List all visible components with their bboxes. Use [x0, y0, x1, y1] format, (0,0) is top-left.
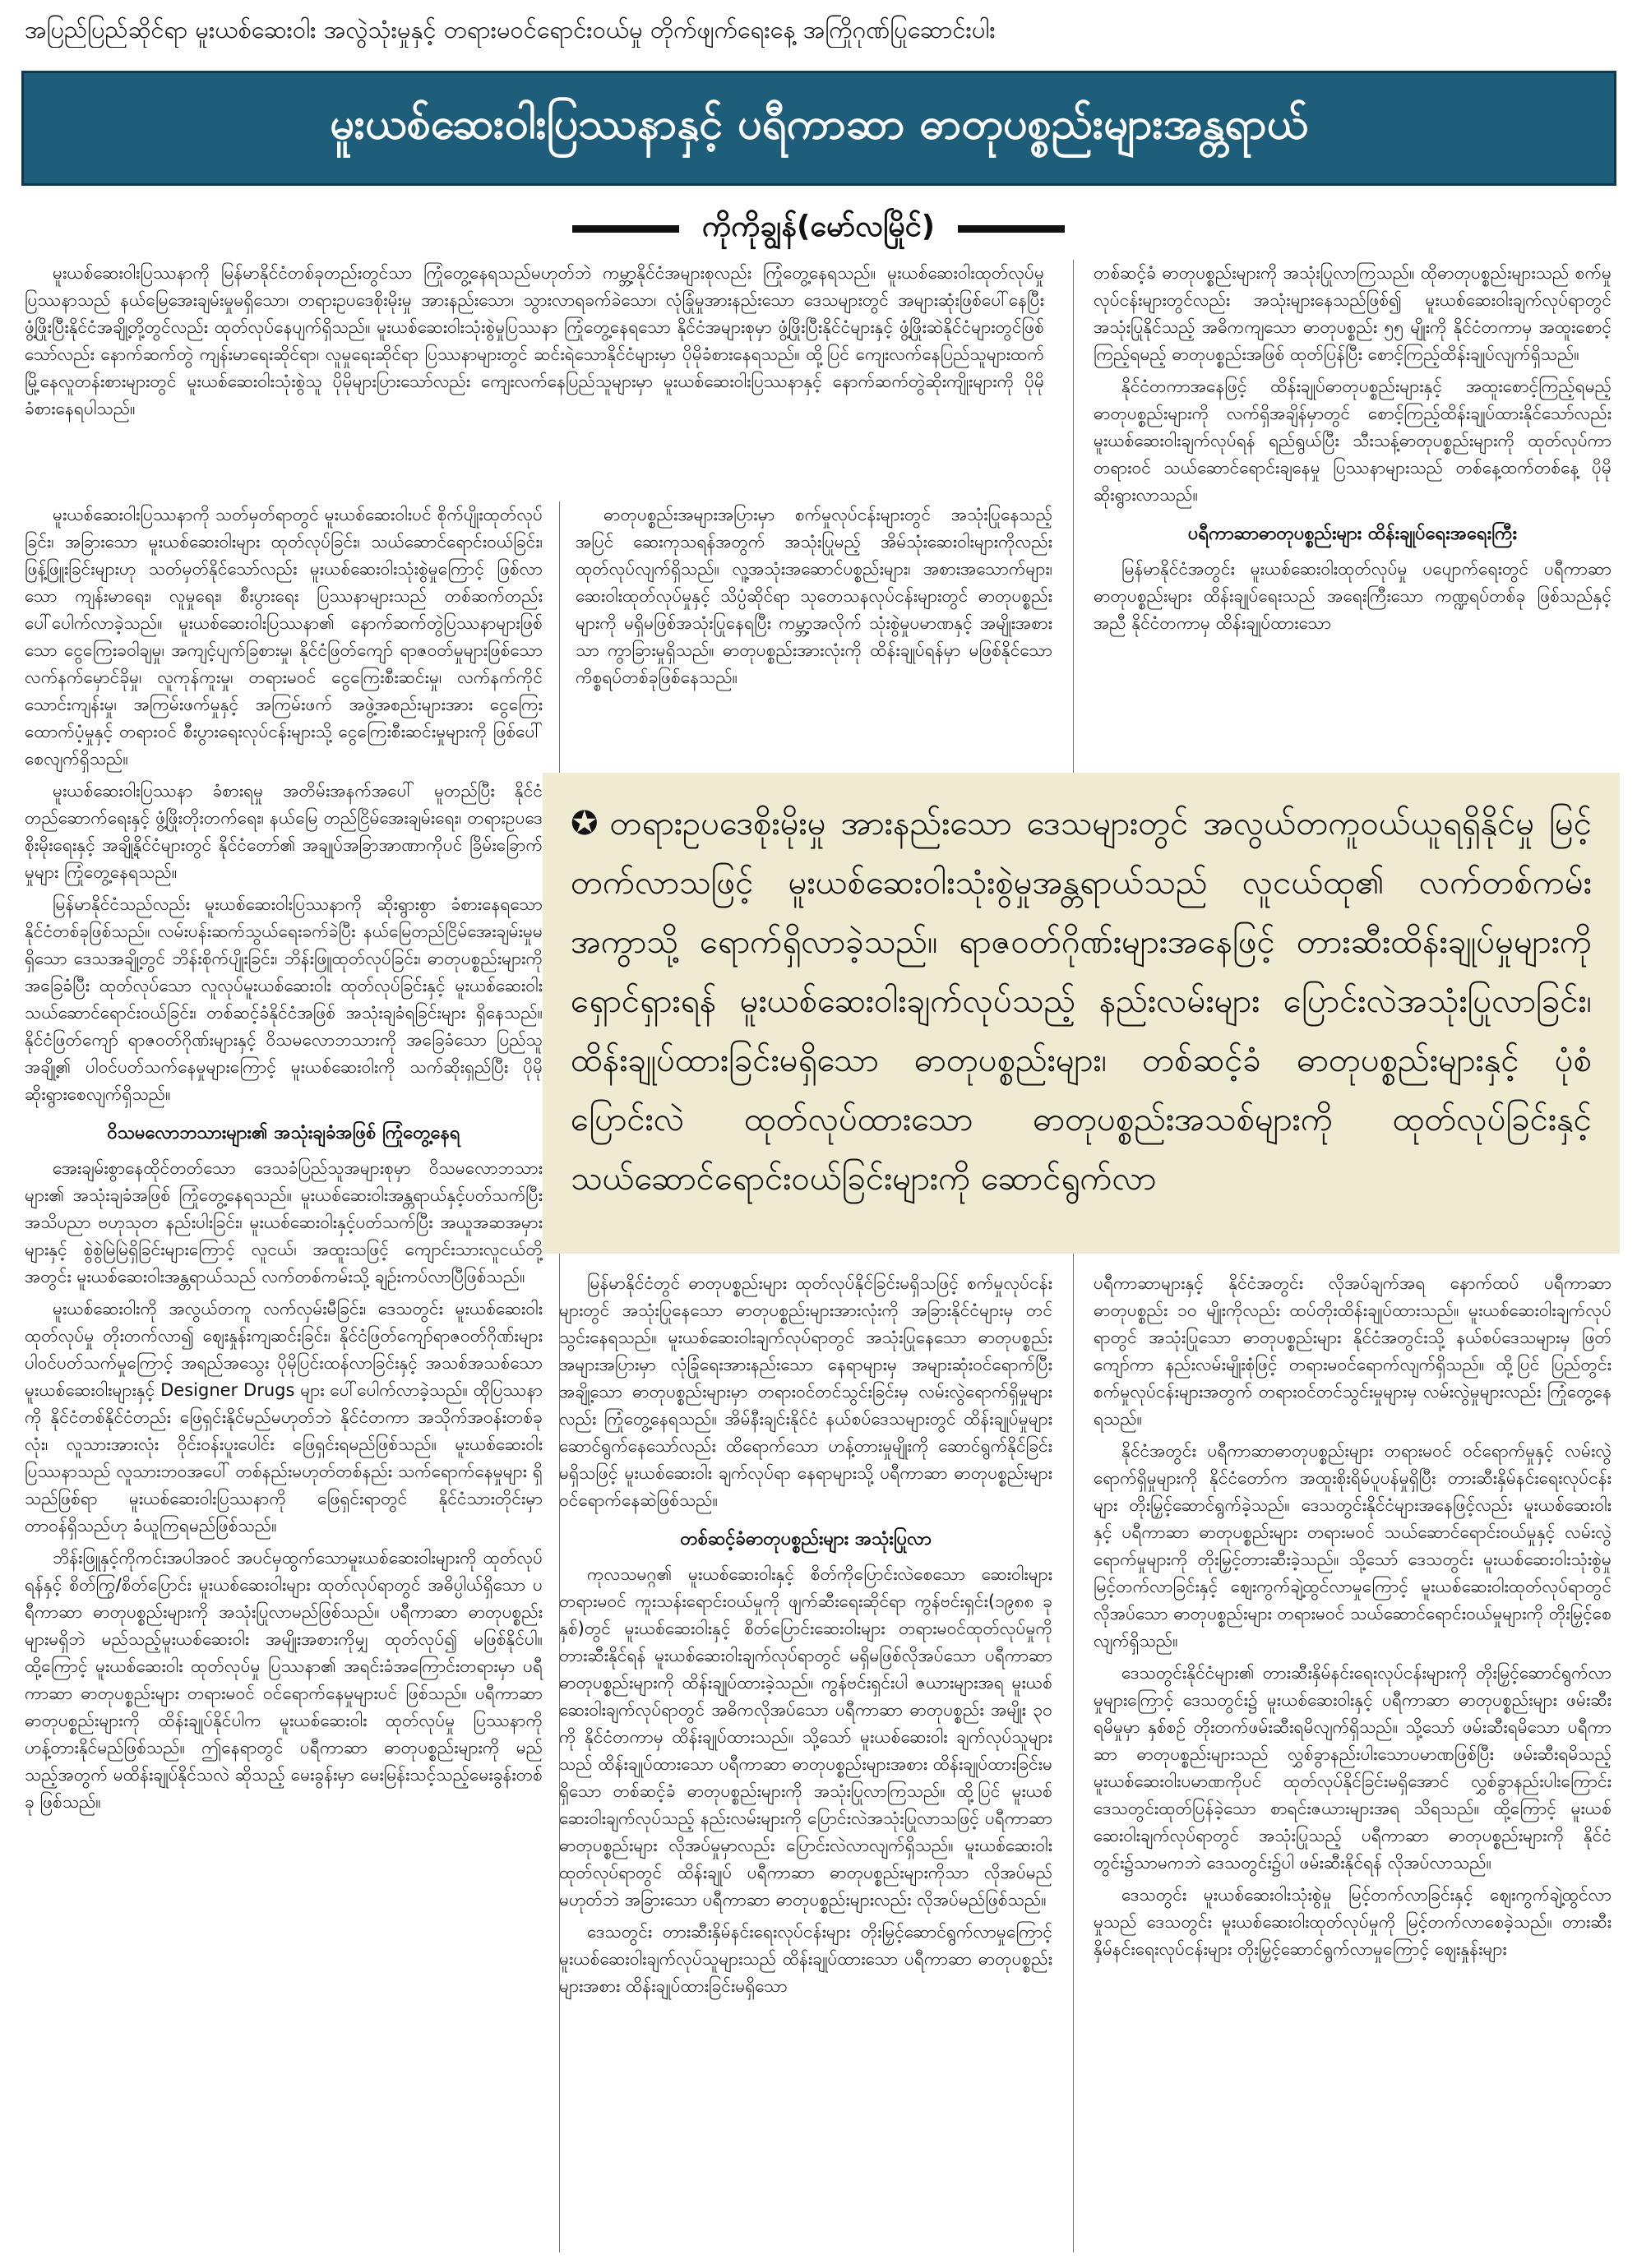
- headline-banner: [21, 71, 1616, 186]
- author-name: ကိုကိုချွန်(မော်လမြိုင်): [701, 210, 936, 243]
- column-2-bottom: [559, 1270, 1052, 2005]
- col3b-paragraph-4: ဒေသတွင်း မူးယစ်ဆေးဝါးသုံးစွဲမှု မြင့်တက်လာခြင်းနှင့် ဈေးကွက်ချဲ့ထွင်လာမှုသည် ဒေသတွင်း မူးယစ်ဆေးဝါးထုတ်လုပ်မှုကို မြင့်တက်လာစေခဲ့သည်။ တားဆီးနှိမ်နင်းရေးလုပ်ငန်းများ တိုးမြှင့်ဆောင်ရွက်လာမှုကြောင့် ဈေးနှုန်းများ: [1094, 1885, 1612, 1959]
- col2b-paragraph-2: ကုလသမဂ္ဂ၏ မူးယစ်ဆေးဝါးနှင့် စိတ်ကိုပြောင်းလဲစေသော ဆေးဝါးများ တရားမဝင် ကူးသန်းရောင်းဝယ်မှုကို ဖျက်ဆီးရေးဆိုင်ရာ ကွန်ဗင်းရှင်း(၁၉၈၈ ခုနှစ်)တွင် မူးယစ်ဆေးဝါးနှင့် စိတ်ပြောင်းဆေးဝါးများ တရားမဝင်ထုတ်လုပ်မှုကို တားဆီးနိုင်ရန် မူးယစ်ဆေးဝါးချက်လုပ်ရာတွင် မရှိမဖြစ်လိုအပ်သော ပရီကာဆာဓာတုပစ္စည်းများကို ထိန်းချုပ်ထားခဲ့သည်။ ကွန်ဗင်းရှင်းပါ ဇယားများအရ မူးယစ်ဆေးဝါးချက်လုပ်ရာတွင် အဓိကလိုအပ်သော ပရီကာဆာ ဓာတုပစ္စည်း အမျိုး ၃၀ ကို နိုင်ငံတကာမှ ထိန်းချုပ်ထားသည်။ သို့သော် မူးယစ်ဆေးဝါး ချက်လုပ်သူများသည် ထိန်းချုပ်ထားသော ပရီကာဆာ ဓာတုပစ္စည်းများအစား ထိန်းချုပ်ထားခြင်းမရှိသော တစ်ဆင့်ခံ ဓာတုပစ္စည်းများကို အသုံးပြုလာကြသည်။ ထို့ပြင် မူးယစ်ဆေးဝါးချက်လုပ်သည့် နည်းလမ်းများကို ပြောင်းလဲအသုံးပြုလာသဖြင့် ပရီကာဆာဓာတုပစ္စည်းများ လိုအပ်မှုမှာလည်း ပြောင်းလဲလာလျက်ရှိသည်။ မူးယစ်ဆေးဝါးထုတ်လုပ်ရာတွင် ထိန်းချုပ် ပရီကာဆာ ဓာတုပစ္စည်းများကိုသာ လိုအပ်မည်မဟုတ်ဘဲ အခြားသော ပရီကာဆာ ဓာတုပစ္စည်းများလည်း လိုအပ်မည်ဖြစ်သည်။: [559, 1564, 1052, 1910]
- col3-paragraph-1: တစ်ဆင့်ခံ ဓာတုပစ္စည်းများကို အသုံးပြုလာကြသည်။ ထိုဓာတုပစ္စည်းများသည် စက်မှုလုပ်ငန်းများတွင်လည်း အသုံးများနေသည်ဖြစ်၍ မူးယစ်ဆေးဝါးချက်လုပ်ရာတွင် အသုံးပြုနိုင်သည့် အဓိကကျသော ဓာတုပစ္စည်း ၅၅ မျိုးကို နိုင်ငံတကာမှ အထူးစောင့်ကြည့်ရမည့် ဓာတုပစ္စည်းအဖြစ် ထုတ်ပြန်ပြီး စောင့်ကြည့်ထိန်းချုပ်လျက်ရှိသည်။: [1094, 263, 1612, 364]
- byline-left-rule: [572, 225, 679, 233]
- col1-subheading: ဝိသမလောဘသားများ၏ အသုံးချခံအဖြစ် ကြုံတွေ့နေရ: [107, 1123, 460, 1143]
- col3b-paragraph-1: ပရီကာဆာများနှင့် နိုင်ငံအတွင်း လိုအပ်ချက်အရ နောက်ထပ် ပရီကာဆာ ဓာတုပစ္စည်း ၁၀ မျိုးကိုလည်း ထပ်တိုးထိန်းချုပ်ထားသည်။ မူးယစ်ဆေးဝါးချက်လုပ်ရာတွင် အသုံးပြုသော ဓာတုပစ္စည်းများ နိုင်ငံအတွင်းသို့ နယ်စပ်ဒေသများမှ ဖြတ်ကျော်ကာ နည်းလမ်းမျိုးစုံဖြင့် တရားမဝင်ရောက်လျက်ရှိသည်။ ထို့ပြင် ပြည်တွင်းစက်မှုလုပ်ငန်းများအတွက် တရားဝင်တင်သွင်းမှုများမှ လမ်းလွဲမှုများလည်း ကြုံတွေ့နေရသည်။: [1094, 1273, 1612, 1429]
- column-1: [25, 501, 543, 1821]
- col1-paragraph-5: မူးယစ်ဆေးဝါးကို အလွယ်တကူ လက်လှမ်းမီခြင်း၊ ဒေသတွင်း မူးယစ်ဆေးဝါးထုတ်လုပ်မှု တိုးတက်လာ၍ ဈေးနှုန်းကျဆင်းခြင်း၊ နိုင်ငံဖြတ်ကျော်ရာဇဝတ်ဂိုဏ်းများ ပါဝင်ပတ်သက်မှုကြောင့် အရည်အသွေး ပိုမိုပြင်းထန်လာခြင်းနှင့် အသစ်အသစ်သော မူးယစ်ဆေးဝါးများနှင့် Designer Drugs များ ပေါ်ပေါက်လာခဲ့သည်။ ထိုပြဿနာကို နိုင်ငံတစ်နိုင်ငံတည်း ဖြေရှင်းနိုင်မည်မဟုတ်ဘဲ နိုင်ငံတကာ အသိုက်အဝန်းတစ်ခုလုံး၊ လူသားအားလုံး ဝိုင်းဝန်းပူးပေါင်း ဖြေရှင်းရမည်ဖြစ်သည်။ မူးယစ်ဆေးဝါးပြဿနာသည် လူသားဘဝအပေါ် တစ်နည်းမဟုတ်တစ်နည်း သက်ရောက်နေမှုများ ရှိသည်ဖြစ်ရာ မူးယစ်ဆေးဝါးပြဿနာကို ဖြေရှင်းရာတွင် နိုင်ငံသားတိုင်းမှာ တာဝန်ရှိသည်ဟု ခံယူကြရမည်ဖြစ်သည်။: [25, 1299, 543, 1536]
- pull-quote-text: တရားဥပဒေစိုးမိုးမှု အားနည်းသော ဒေသများတွင် အလွယ်တကူဝယ်ယူရရှိနိုင်မှု မြင့်တက်လာသဖြင့် မူးယစ်ဆေးဝါးသုံးစွဲမှုအန္တရာယ်သည် လူငယ်ထု၏ လက်တစ်ကမ်းအကွာသို့ ရောက်ရှိလာခဲ့သည်။ ရာဇဝတ်ဂိုဏ်းများအနေဖြင့် တားဆီးထိန်းချုပ်မှုများကို ရှောင်ရှားရန် မူးယစ်ဆေးဝါးချက်လုပ်သည့် နည်းလမ်းများ ပြောင်းလဲအသုံးပြုလာခြင်း၊ ထိန်းချုပ်ထားခြင်းမရှိသော ဓာတုပစ္စည်းများ၊ တစ်ဆင့်ခံ ဓာတုပစ္စည်းများနှင့် ပုံစံပြောင်းလဲ ထုတ်လုပ်ထားသော ဓာတုပစ္စည်းအသစ်များကို ထုတ်လုပ်ခြင်းနှင့် သယ်ဆောင်ရောင်းဝယ်ခြင်းများကို ဆောင်ရွက်လာ: [571, 805, 1592, 1198]
- col1-paragraph-2: မူးယစ်ဆေးဝါးပြဿနာ ခံစားရမှု အတိမ်းအနက်အပေါ် မူတည်ပြီး နိုင်ငံတည်ဆောက်ရေးနှင့် ဖွံ့ဖြိုးတိုးတက်ရေး၊ နယ်မြေ တည်ငြိမ်အေးချမ်းရေး၊ တရားဥပဒေစိုးမိုးရေးနှင့် အချို့နိုင်ငံများတွင် နိုင်ငံတော်၏ အချုပ်အခြာအာဏာကိုပင် ခြိမ်းခြောက်မှုများ ကြုံတွေ့နေရသည်။: [25, 781, 543, 882]
- pull-quote-box: [543, 773, 1620, 1254]
- byline-right-rule: [958, 225, 1065, 233]
- col1-paragraph-6: ဘိန်းဖြူနှင့်ကိုကင်းအပါအဝင် အပင်မှထွက်သောမူးယစ်ဆေးဝါးများကို ထုတ်လုပ်ရန်နှင့် စိတ်ကြွ/စိတ်ပြောင်း မူးယစ်ဆေးဝါးများ ထုတ်လုပ်ရာတွင် အဓိပ္ပါယ်ရှိသော ပရီကာဆာ ဓာတုပစ္စည်းများကို အသုံးပြုလာမည်ဖြစ်သည်။ ပရီကာဆာ ဓာတုပစ္စည်းများမရှိဘဲ မည်သည့်မူးယစ်ဆေးဝါး အမျိုးအစားကိုမျှ ထုတ်လုပ်၍ မဖြစ်နိုင်ပါ။ ထို့ကြောင့် မူးယစ်ဆေးဝါး ထုတ်လုပ်မှု ပြဿနာ၏ အရင်းခံအကြောင်းတရားမှာ ပရီကာဆာ ဓာတုပစ္စည်းများ တရားမဝင် ဝင်ရောက်နေမှုများပင် ဖြစ်သည်။ ပရီကာဆာ ဓာတုပစ္စည်းများကို ထိန်းချုပ်နိုင်ပါက မူးယစ်ဆေးဝါး ထုတ်လုပ်မှု ပြဿနာကို ဟန့်တားနိုင်မည်ဖြစ်သည်။ ဤနေရာတွင် ပရီကာဆာ ဓာတုပစ္စည်းများကို မည်သည့်အတွက် မထိန်းချုပ်နိုင်သလဲ ဆိုသည့် မေးခွန်းမှာ မေးမြန်းသင့်သည့်မေးခွန်းတစ်ခု ဖြစ်သည်။: [25, 1548, 543, 1812]
- intro-paragraph: မူးယစ်ဆေးဝါးပြဿနာကို မြန်မာနိုင်ငံတစ်ခုတည်းတွင်သာ ကြုံတွေ့နေရသည်မဟုတ်ဘဲ ကမ္ဘာ့နိုင်ငံအများစုလည်း ကြုံတွေ့နေရသည်။ မူးယစ်ဆေးဝါးထုတ်လုပ်မှု ပြဿနာသည် နယ်မြေအေးချမ်းမှုမရှိသော၊ တရားဥပဒေစိုးမိုးမှု အားနည်းသော၊ သွားလာရခက်ခဲသော၊ လုံခြုံမှုအားနည်းသော ဒေသများတွင် အများဆုံးဖြစ်ပေါ်နေပြီး ဖွံ့ဖြိုးပြီးနိုင်ငံအချို့တို့တွင်လည်း ထုတ်လုပ်နေပျက်ရှိသည်။ မူးယစ်ဆေးဝါးသုံးစွဲမှုပြဿနာ ကြုံတွေ့နေရသော နိုင်ငံအများစုမှာ ဖွံ့ဖြိုးပြီးနိုင်ငံများနှင့် ဖွံ့ဖြိုးဆဲနိုင်ငံများတွင်ဖြစ်သော်လည်း နောက်ဆက်တွဲ ကျန်းမာရေးဆိုင်ရာ၊ လူမှုရေးဆိုင်ရာ ပြဿနာများတွင် ဆင်းရဲသောနိုင်ငံများမှာ ပိုမိုခံစားနေရသည်။ ထို့ပြင် ကျေးလက်နေပြည်သူများထက် မြို့နေလူတန်းစားများတွင် မူးယစ်ဆေးဝါးသုံးစွဲသူ ပိုမိုများပြားသော်လည်း ကျေးလက်နေပြည်သူများမှာ မူးယစ်ဆေးဝါးပြဿနာနှင့် နောက်ဆက်တွဲဆိုးကျိုးများကို ပိုမိုခံစားနေရပါသည်။: [25, 263, 1044, 418]
- col3-paragraph-3: မြန်မာနိုင်ငံအတွင်း မူးယစ်ဆေးဝါးထုတ်လုပ်မှု ပပျောက်ရေးတွင် ပရီကာဆာ ဓာတုပစ္စည်းများ ထိန်းချုပ်ရေးသည် အရေးကြီးသော ကဏ္ဍရပ်တစ်ခု ဖြစ်သည်နှင့်အညီ နိုင်ငံတကာမှ ထိန်းချုပ်ထားသော: [1094, 559, 1612, 633]
- column-3-top: [1094, 260, 1612, 642]
- col1-paragraph-1: မူးယစ်ဆေးဝါးပြဿနာကို သတ်မှတ်ရာတွင် မူးယစ်ဆေးဝါးပင် စိုက်ပျိုးထုတ်လုပ်ခြင်း၊ အခြားသော မူးယစ်ဆေးဝါးများ ထုတ်လုပ်ခြင်း၊ သယ်ဆောင်ရောင်းဝယ်ခြင်း၊ ဖြန့်ဖြူးခြင်းများဟု သတ်မှတ်နိုင်သော်လည်း မူးယစ်ဆေးဝါးသုံးစွဲမှုကြောင့် ဖြစ်လာသော ကျန်းမာရေး၊ လူမှုရေး၊ စီးပွားရေး ပြဿနာများသည် တစ်ဆက်တည်း ပေါ်ပေါက်လာခဲ့သည်။ မူးယစ်ဆေးဝါးပြဿနာ၏ နောက်ဆက်တွဲပြဿနာများဖြစ်သော ငွေကြေးခဝါချမှု၊ အကျင့်ပျက်ခြစားမှု၊ နိုင်ငံဖြတ်ကျော် ရာဇဝတ်မှုများဖြစ်သော လက်နက်မှောင်ခိုမှု၊ လူကုန်ကူးမှု၊ တရားမဝင် ငွေကြေးစီးဆင်းမှု၊ လက်နက်ကိုင် သောင်းကျန်းမှု၊ အကြမ်းဖက်မှုနှင့် အကြမ်းဖက် အဖွဲ့အစည်းများအား ငွေကြေးထောက်ပံ့မှုနှင့် တရားဝင် စီးပွားရေးလုပ်ငန်းများသို့ ငွေကြေးစီးဆင်းမှုများကို ဖြစ်ပေါ်စေလျက်ရှိသည်။: [25, 505, 543, 769]
- col2b-paragraph-1: မြန်မာနိုင်ငံတွင် ဓာတုပစ္စည်းများ ထုတ်လုပ်နိုင်ခြင်းမရှိသဖြင့် စက်မှုလုပ်ငန်းများတွင် အသုံးပြုနေသော ဓာတုပစ္စည်းများအားလုံးကို အခြားနိုင်ငံများမှ တင်သွင်းနေရသည်။ မူးယစ်ဆေးဝါးချက်လုပ်ရာတွင် အသုံးပြုနေသော ဓာတုပစ္စည်းအများအပြားမှာ လုံခြုံရေးအားနည်းသော နေရာများမှ အများဆုံးဝင်ရောက်ပြီး အချို့သော ဓာတုပစ္စည်းများမှာ တရားဝင်တင်သွင်းခြင်းမှ လမ်းလွဲရောက်ရှိမှုများလည်း ကြုံတွေ့နေရသည်။ အိမ်နီးချင်းနိုင်ငံ နယ်စပ်ဒေသများတွင် ထိန်းချုပ်မှုများ ဆောင်ရွက်နေသော်လည်း ထိရောက်သော ဟန့်တားမှုမျိုးကို ဆောင်ရွက်နိုင်ခြင်း မရှိသဖြင့် မူးယစ်ဆေးဝါး ချက်လုပ်ရာ နေရာများသို့ ပရီကာဆာ ဓာတုပစ္စည်းများ ဝင်ရောက်နေဆဲဖြစ်သည်။: [559, 1273, 1052, 1510]
- col3b-paragraph-3: ဒေသတွင်းနိုင်ငံများ၏ တားဆီးနှိမ်နင်းရေးလုပ်ငန်းများကို တိုးမြှင့်ဆောင်ရွက်လာမှုများကြောင့် ဒေသတွင်း၌ မူးယစ်ဆေးဝါးနှင့် ပရီကာဆာ ဓာတုပစ္စည်းများ ဖမ်းဆီးရမိမှုမှာ နှစ်စဉ် တိုးတက်ဖမ်းဆီးရမိလျက်ရှိသည်။ သို့သော် ဖမ်းဆီးရမိသော ပရီကာဆာ ဓာတုပစ္စည်းများသည် လွှစ်ခွာနည်းပါးသောပမာဏဖြစ်ပြီး ဖမ်းဆီးရမိသည့် မူးယစ်ဆေးဝါးပမာဏကိုပင် ထုတ်လုပ်နိုင်ခြင်းမရှိအောင် လွှစ်ခွာနည်းပါးကြောင်း ဒေသတွင်းထုတ်ပြန်ခဲ့သော စာရင်းဇယားများအရ သိရသည်။ ထို့ကြောင့် မူးယစ်ဆေးဝါးချက်လုပ်ရာတွင် အသုံးပြုသည့် ပရီကာဆာ ဓာတုပစ္စည်းများကို နိုင်ငံတွင်း၌သာမကဘဲ ဒေသတွင်း၌ပါ ဖမ်းဆီးနိုင်ရန် လိုအပ်လာသည်။: [1094, 1663, 1612, 1873]
- column-rule-2: [1073, 260, 1074, 2252]
- col3-paragraph-2: နိုင်ငံတကာအနေဖြင့် ထိန်းချုပ်ဓာတုပစ္စည်းများနှင့် အထူးစောင့်ကြည့်ရမည့် ဓာတုပစ္စည်းများကို လက်ရှိအချိန်မှာတွင် စောင့်ကြည့်ထိန်းချုပ်ထားနိုင်သော်လည်း မူးယစ်ဆေးဝါးချက်လုပ်ရန် ရည်ရွယ်ပြီး သီးသန့်ဓာတုပစ္စည်းများကို ထုတ်လုပ်ကာ တရားဝင် သယ်ဆောင်ရောင်းချနေမှု ပြဿနာများသည် တစ်နေ့ထက်တစ်နေ့ ပိုမိုဆိုးရွားလာသည်။: [1094, 376, 1612, 505]
- intro-section: [25, 260, 1044, 427]
- col1-paragraph-4: အေးချမ်းစွာနေထိုင်တတ်သော ဒေသခံပြည်သူအများစုမှာ ဝိသမလောဘသားများ၏ အသုံးချခံအဖြစ် ကြုံတွေ့နေရသည်။ မူးယစ်ဆေးဝါးအန္တရာယ်နှင့်ပတ်သက်ပြီး အသိပညာ ဗဟုသုတ နည်းပါးခြင်း၊ မူးယစ်ဆေးဝါးနှင့်ပတ်သက်ပြီး အယူအဆအမှားများနှင့် စွဲစွဲမြဲမြဲရှိခြင်းများကြောင့် လူငယ်၊ အထူးသဖြင့် ကျောင်းသားလူငယ်တို့အတွင်း မူးယစ်ဆေးဝါးအန္တရာယ်သည် လက်တစ်ကမ်းသို့ ချဉ်းကပ်လာပြီဖြစ်သည်။: [25, 1158, 543, 1286]
- col1-paragraph-3: မြန်မာနိုင်ငံသည်လည်း မူးယစ်ဆေးဝါးပြဿနာကို ဆိုးရွားစွာ ခံစားနေရသော နိုင်ငံတစ်ခုဖြစ်သည်။ လမ်းပန်းဆက်သွယ်ရေးခက်ခဲပြီး နယ်မြေတည်ငြိမ်အေးချမ်းမှုမရှိသော ဒေသအချို့တွင် ဘိန်းစိုက်ပျိုးခြင်း၊ ဘိန်းဖြူထုတ်လုပ်ခြင်း၊ ဓာတုပစ္စည်းများကိုအခြေခံပြီး ထုတ်လုပ်သော လူလုပ်မူးယစ်ဆေးဝါး ထုတ်လုပ်ခြင်းနှင့် မူးယစ်ဆေးဝါး သယ်ဆောင်ရောင်းဝယ်ခြင်း၊ တစ်ဆင့်ခံနိုင်ငံအဖြစ် အသုံးချခံရခြင်းများ ရှိနေသည်။ နိုင်ငံဖြတ်ကျော် ရာဇဝတ်ဂိုဏ်းများနှင့် ဝိသမလောဘသားကို အခြေခံသော ပြည်သူအချို့၏ ပါဝင်ပတ်သက်နေမှုများကြောင့် မူးယစ်ဆေးဝါးကို သက်ဆိုးရှည်ပြီး ပိုမိုဆိုးရွားစေလျက်ရှိသည်။: [25, 894, 543, 1104]
- star-bullet-icon: ✪: [571, 805, 599, 843]
- col2b-subheading: တစ်ဆင့်ခံဓာတုပစ္စည်းများ အသုံးပြုလာ: [680, 1529, 932, 1550]
- article-kicker: အပြည်ပြည်ဆိုင်ရာ မူးယစ်ဆေးဝါး အလွဲသုံးမှုနှင့် တရားမဝင်ရောင်းဝယ်မှု တိုက်ဖျက်ရေးနေ့ အကြိုဂုဏ်ပြုဆောင်းပါး: [25, 16, 996, 44]
- headline-title: မူးယစ်ဆေးဝါးပြဿနာနှင့် ပရီကာဆာ ဓာတုပစ္စည်းများအန္တရာယ်: [330, 99, 1308, 149]
- col2-paragraph-1: ဓာတုပစ္စည်းအများအပြားမှာ စက်မှုလုပ်ငန်းများတွင် အသုံးပြုနေသည့်အပြင် ဆေးကုသရန်အတွက် အသုံးပြုမည့် အိမ်သုံးဆေးဝါးများကိုလည်း ထုတ်လုပ်လျက်ရှိသည်။ လူ့အသုံးအဆောင်ပစ္စည်းများ၊ အစားအသောက်များ၊ ဆေးဝါးထုတ်လုပ်မှုနှင့် သိပ္ပံဆိုင်ရာ သုတေသနလုပ်ငန်းများတွင် ဓာတုပစ္စည်းများကို မရှိမဖြစ်အသုံးပြုနေရပြီး ကမ္ဘာ့အလိုက် သုံးစွဲမှုပမာဏနှင့် အမျိုးအစားသာ ကွာခြားမှုရှိသည်။ ဓာတုပစ္စည်းအားလုံးကို ထိန်းချုပ်ရန်မှာ မဖြစ်နိုင်သော ကိစ္စရပ်တစ်ခုဖြစ်နေသည်။: [576, 505, 1052, 687]
- col2b-paragraph-3: ဒေသတွင်း တားဆီးနှိမ်နင်းရေးလုပ်ငန်းများ တိုးမြှင့်ဆောင်ရွက်လာမှုကြောင့် မူးယစ်ဆေးဝါးချက်လုပ်သူများသည် ထိန်းချုပ်ထားသော ပရီကာဆာ ဓာတုပစ္စည်းများအစား ထိန်းချုပ်ထားခြင်းမရှိသော: [559, 1922, 1052, 1996]
- col3b-paragraph-2: နိုင်ငံအတွင်း ပရီကာဆာဓာတုပစ္စည်းများ တရားမဝင် ဝင်ရောက်မှုနှင့် လမ်းလွဲရောက်ရှိမှုများကို နိုင်ငံတော်က အထူးစိုးရိမ်ပူပန်မှုရှိပြီး တားဆီးနှိမ်နင်းရေးလုပ်ငန်းများ တိုးမြှင့်ဆောင်ရွက်ခဲ့သည်။ ဒေသတွင်းနိုင်ငံများအနေဖြင့်လည်း မူးယစ်ဆေးဝါးနှင့် ပရီကာဆာ ဓာတုပစ္စည်းများ တရားမဝင် သယ်ဆောင်ရောင်းဝယ်မှုနှင့် လမ်းလွဲရောက်မှုများကို တိုးမြှင့်တားဆီးခဲ့သည်။ သို့သော် ဒေသတွင်း မူးယစ်ဆေးဝါးသုံးစွဲမှုမြင့်တက်လာခြင်းနှင့် ဈေးကွက်ချဲ့ထွင်လာမှုကြောင့် မူးယစ်ဆေးဝါးထုတ်လုပ်ရာတွင် လိုအပ်သော ဓာတုပစ္စည်းများ တရားမဝင် သယ်ဆောင်ရောင်းဝယ်မှုများကို တိုးမြှင့်စေလျက်ရှိသည်။: [1094, 1441, 1612, 1651]
- byline: [0, 204, 1637, 253]
- column-2-top: [576, 501, 1052, 696]
- column-3-bottom: [1094, 1270, 1612, 1968]
- col3-subheading: ပရီကာဆာဓာတုပစ္စည်းများ ထိန်းချုပ်ရေးအရေးကြီး: [1187, 524, 1518, 544]
